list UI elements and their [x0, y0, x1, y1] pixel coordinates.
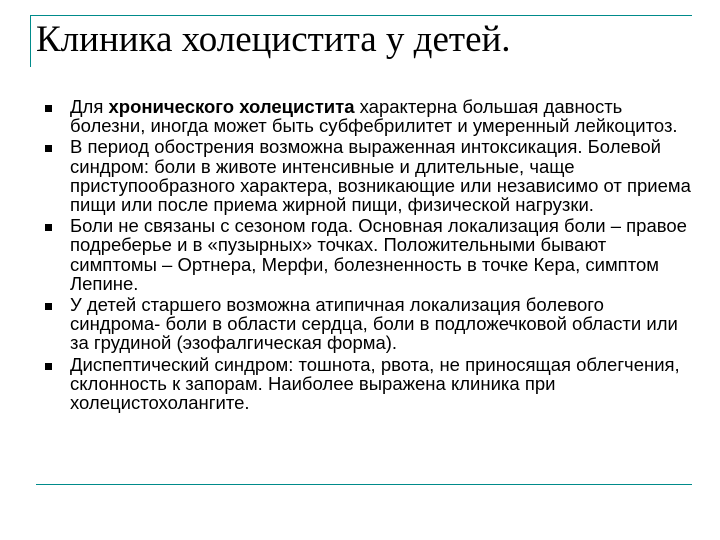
square-bullet-icon [45, 303, 52, 310]
bullet-item-pain-localization [36, 216, 696, 293]
bullet-text-chronic [70, 96, 678, 136]
bullet-item-chronic [36, 97, 696, 135]
square-bullet-icon [45, 145, 52, 152]
bullet-item-dyspeptic [36, 355, 696, 413]
bullet-list [36, 97, 696, 412]
bullet-text-chronic-post: характерна большая давность болезни, иногда может быть субфебрилитет и умеренный лейкоцитоз. [70, 96, 678, 137]
bullet-item-atypical [36, 295, 696, 353]
slide-title: Клиника холецистита у детей. [36, 19, 511, 60]
bullet-text-dyspeptic: Диспептический синдром: тошнота, рвота, не приносящая облегчения, склонность к запорам. Наиболее выражена клиника при холецистохолангите. [70, 353, 680, 414]
title-frame-left-line [30, 15, 31, 67]
bullet-text-atypical: У детей старшего возможна атипичная локализация болевого синдрома- боли в области сердца, боли в подложечковой области или за грудиной (эзофалгическая форма). [70, 294, 678, 354]
bullet-text-pain-localization: Боли не связаны с сезоном года. Основная локализация боли – правое подреберье и в «пузырных» точках. Положительными бывают симптомы – Ортнера, Мерфи, болезненность в точке Кера, симптом Лепине. [70, 215, 687, 294]
bullet-text-chronic-bold: хронического холецистита [108, 96, 355, 117]
bullet-text-exacerbation: В период обострения возможна выраженная интоксикация. Болевой синдром: боли в животе интенсивные и длительные, чаще приступообразного характера, возникающие или независимо от приема пищи или после приема жирной пищи, физической нагрузки. [70, 136, 691, 216]
bullet-item-exacerbation [36, 137, 696, 214]
content-divider-line [36, 484, 692, 485]
square-bullet-icon [45, 363, 52, 370]
bullet-text-chronic-pre: Для [70, 96, 109, 117]
square-bullet-icon [45, 224, 52, 231]
square-bullet-icon [45, 105, 52, 112]
